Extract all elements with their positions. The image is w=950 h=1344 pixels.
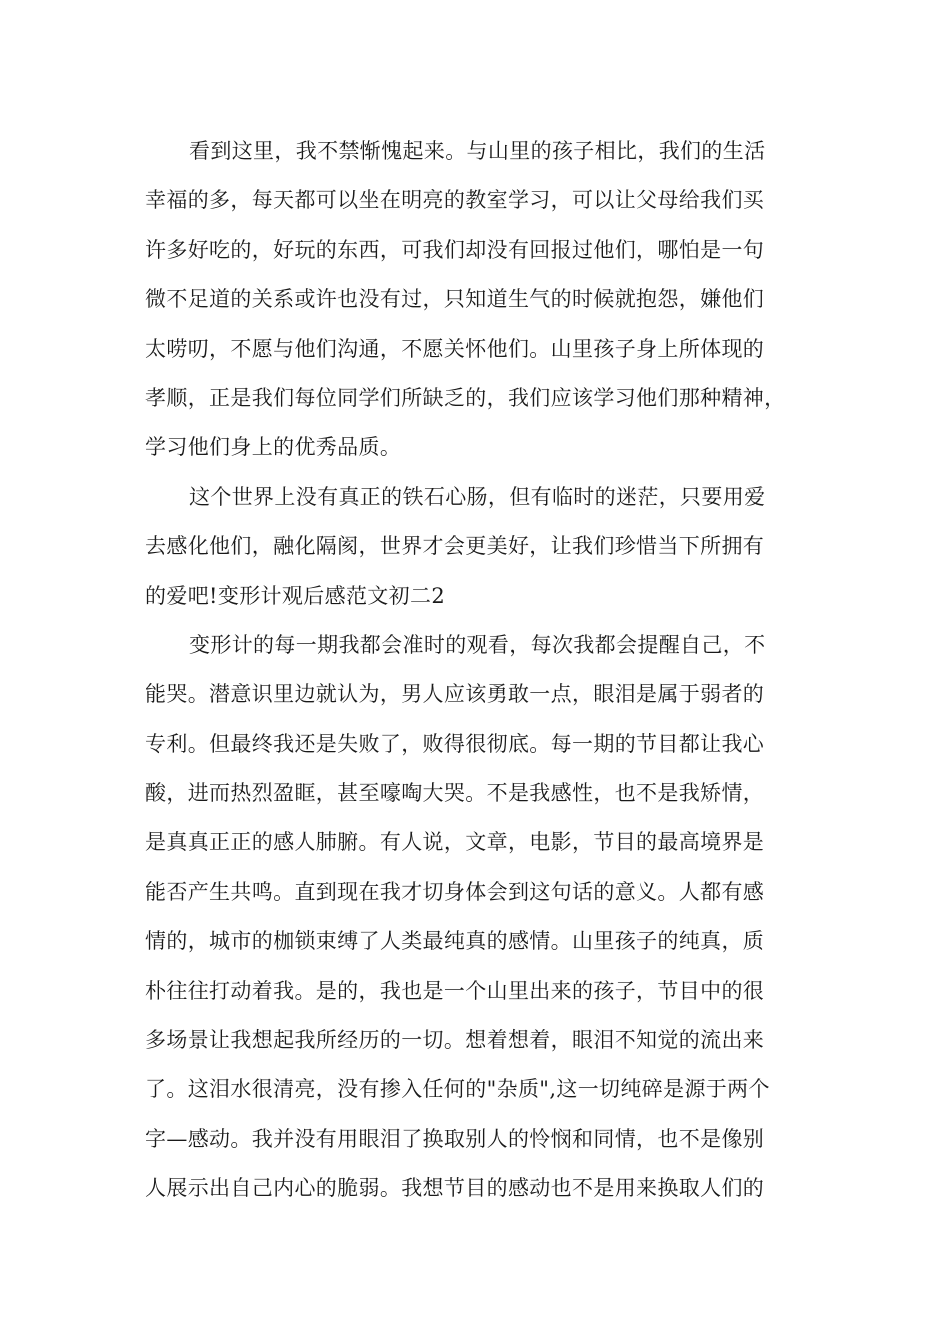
body-text xyxy=(145,127,810,1214)
text-line: 能否产生共鸣。直到现在我才切身体会到这句话的意义。人都有感 xyxy=(145,879,765,904)
text-line: 能哭。潜意识里边就认为，男人应该勇敢一点，眼泪是属于弱者的 xyxy=(145,682,765,707)
text-line: 孝顺，正是我们每位同学们所缺乏的，我们应该学习他们那种精神， xyxy=(145,385,786,410)
text-line: 了。这泪水很清亮，没有掺入任何的"杂质",这一切纯碎是源于两个 xyxy=(145,1077,770,1102)
text-line: 字—感动。我并没有用眼泪了换取别人的怜悯和同情，也不是像别 xyxy=(145,1126,765,1151)
text-line: 酸，进而热烈盈眶，甚至嚎啕大哭。不是我感性，也不是我矫情， xyxy=(145,781,765,806)
text-line: 看到这里，我不禁惭愧起来。与山里的孩子相比，我们的生活 xyxy=(189,139,766,163)
paragraph-1 xyxy=(145,127,810,473)
text-line: 去感化他们，融化隔阂，世界才会更美好，让我们珍惜当下所拥有 xyxy=(145,534,765,559)
text-line: 学习他们身上的优秀品质。 xyxy=(145,435,402,460)
paragraph-2 xyxy=(145,473,810,621)
text-line: 的爱吧!变形计观后感范文初二2 xyxy=(145,583,446,608)
paragraph-3 xyxy=(145,621,810,1214)
text-line: 人展示出自己内心的脆弱。我想节目的感动也不是用来换取人们的 xyxy=(145,1176,765,1201)
text-line: 是真真正正的感人肺腑。有人说，文章，电影，节目的最高境界是 xyxy=(145,830,765,855)
text-line: 专利。但最终我还是失败了，败得很彻底。每一期的节目都让我心 xyxy=(145,731,765,756)
text-line: 朴往往打动着我。是的，我也是一个山里出来的孩子，节目中的很 xyxy=(145,978,765,1003)
text-line: 变形计的每一期我都会准时的观看，每次我都会提醒自己，不 xyxy=(189,632,766,657)
text-line: 这个世界上没有真正的铁石心肠，但有临时的迷茫，只要用爱 xyxy=(189,484,766,509)
text-line: 许多好吃的，好玩的东西，可我们却没有回报过他们，哪怕是一句 xyxy=(145,237,765,262)
text-line: 多场景让我想起我所经历的一切。想着想着，眼泪不知觉的流出来 xyxy=(145,1028,765,1053)
text-line: 微不足道的关系或许也没有过，只知道生气的时候就抱怨，嫌他们 xyxy=(145,287,765,312)
text-line: 幸福的多，每天都可以坐在明亮的教室学习，可以让父母给我们买 xyxy=(145,188,765,213)
text-line: 情的，城市的枷锁束缚了人类最纯真的感情。山里孩子的纯真，质 xyxy=(145,929,765,954)
text-line: 太唠叨，不愿与他们沟通，不愿关怀他们。山里孩子身上所体现的 xyxy=(145,336,765,361)
